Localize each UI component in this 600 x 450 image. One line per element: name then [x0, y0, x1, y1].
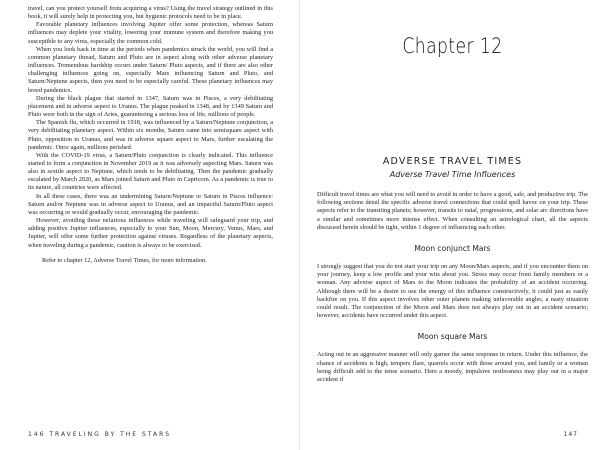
aspect-paragraph: I strongly suggest that you do not start your trip on any Moon/Mars aspects, and if you encounter them on your journey, keep a low profile and your wits about you. Stress may occur from family members or a woman. Any adverse aspect of Mars to the Moon indicates the probability of an accident occurring. Although there will be a desire to use the energy of this influence constructively, it could just as easily backfire on you. If this aspect involves other outer planets making unfavorable angles, a nasty situation could result. The conjunction of the Moon and Mars does not always play out in an accident scenario; however, accidents have occurred under this aspect. — [317, 263, 588, 320]
body-paragraph: With the COVID-19 virus, a Saturn/Pluto conjunction is clearly indicated. This influence started to form a conjunction in November 2019 as it was adversely aspecting Mars. Saturn was also in sextile aspect to Neptune, which tends to be debilitating. Then the pandemic gradually escalated by March 2020, as Mars joined Saturn and Pluto in Capricorn. As a pandemic is true to its nature, all countries were affected. — [28, 151, 273, 192]
right-page — [300, 0, 600, 450]
section-subtitle: Adverse Travel Time Influences — [389, 170, 516, 179]
body-paragraph: In all three cases, there was an undermining Saturn/Neptune or Saturn in Pisces influence: Saturn and/or Neptune was in adverse aspect to Uranus, and an impactful Saturn/Pluto aspect was occurring or would gradually occur, encouraging the pandemic. — [28, 192, 273, 216]
body-paragraph: The Spanish flu, which occurred in 1918, was influenced by a Saturn/Neptune conjunction, a very debilitating planetary aspect. Within six months, Saturn came into semisquare aspect with Pluto, opposition to Uranus, and was in adverse square aspect to Mars, further escalating the pandemic. Once again, millions perished. — [28, 119, 273, 151]
page-footer-left: 146 TRAVELING BY THE STARS — [28, 431, 172, 438]
chapter-reference: Refer to chapter 12, Adverse Travel Times, for more information. — [42, 256, 207, 264]
aspect-paragraph: Acting out in an aggressive manner will only garner the same response in return. Under this influence, the chance of accidents is high, tempers flare, quarrels occur with those around you, and family or a woman being difficult add to the tense scenario. Here a moody, impulsive restlessness may play out in a major accident if — [317, 351, 588, 384]
body-paragraph: When you look back in time at the periods when pandemics struck the world, you will find a common planetary thread, Saturn and Pluto are in aspect along with other adverse planetary influences. Tremendous hardship occurs under Saturn/ Pluto aspects, and if there are also other challenging influences going on, especially Mars influencing Saturn and Pluto, and Saturn/Neptune aspects, then you need to be especially careful. These planetary influences may breed pandemics. — [28, 45, 273, 94]
aspect-heading: Moon conjunct Mars — [414, 244, 491, 254]
page-number-right: 147 — [563, 431, 578, 438]
body-paragraph: Favorable planetary influences involving Jupiter offer some protection, whereas Saturn influences may deplete your vitality, lowering your immune system and therefore making you susceptible to any virus, especially the common cold. — [28, 21, 273, 45]
aspect-heading: Moon square Mars — [417, 332, 488, 342]
intro-paragraph: Difficult travel times are what you will need to avoid in order to have a good, safe, and productive trip. The following sections detail the specific adverse travel connections that could spell havoc on your trip. These aspects refer to the transiting planets; however, transits to natal, progressions, and solar arc directions have a similar and sometimes more intense effect. When consulting an astrological chart, all the aspects discussed herein should be tight, within 1 degree of influencing each other. — [317, 191, 588, 231]
chapter-title: Chapter 12 — [402, 34, 503, 58]
body-paragraph: travel, can you protect yourself from acquiring a virus? Using the travel strategy outlined in this book, it will surely help in protecting you, but hygienic protocols need to be in place. — [28, 5, 273, 21]
section-title: ADVERSE TRAVEL TIMES — [382, 156, 523, 167]
body-paragraph: However, avoiding these nefarious influences while traveling will safeguard your trip, and adding positive Jupiter influences, especially to your Sun, Moon, Mercury, Venus, Mars, and Jupiter, will offer some further protection against viruses. Regardless of the planetary aspects, when traveling during a pandemic, caution is always to be exercised. — [28, 217, 273, 249]
body-paragraph: During the black plague that started in 1347, Saturn was in Pisces, a very debilitating placement and in adverse aspect to Uranus. The plague peaked in 1348, and by 1349 Saturn and Pluto were both in the sign of Aries, guaranteeing a serious loss of life, millions of people. — [28, 94, 273, 119]
